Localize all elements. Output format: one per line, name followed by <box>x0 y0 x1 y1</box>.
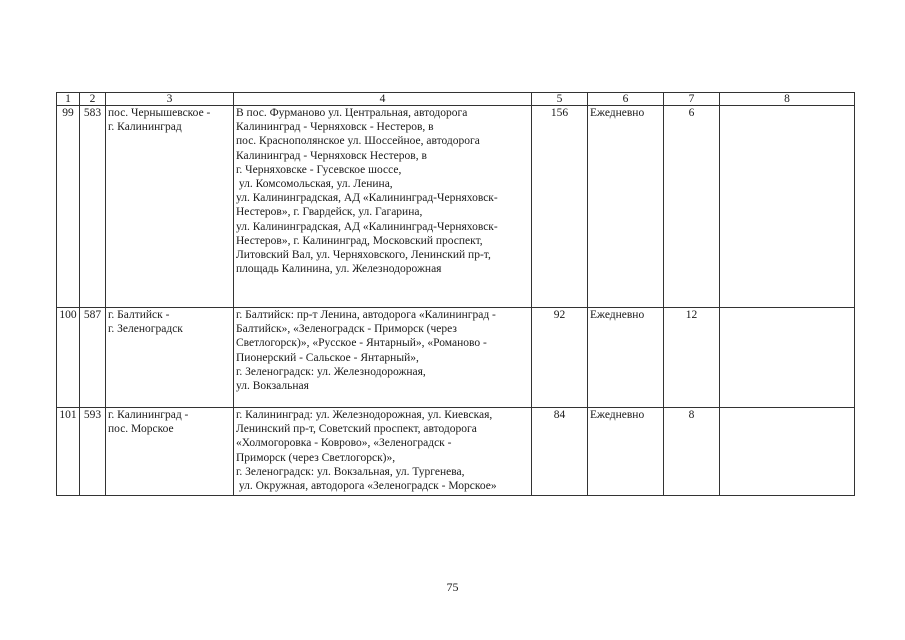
row-number: 99 <box>57 106 80 308</box>
route-frequency: Ежедневно <box>588 408 664 496</box>
table-header-row <box>57 93 855 106</box>
route-path-line: ул. Комсомольская, ул. Ленина, <box>236 178 393 191</box>
route-table <box>56 92 855 496</box>
route-path-line: г. Калининград: ул. Железнодорожная, ул. Киевская, <box>236 409 493 421</box>
table-row <box>57 408 855 496</box>
route-path-line: Калининград - Черняховск - Нестеров, в <box>236 121 434 134</box>
route-trips: 8 <box>664 408 720 496</box>
route-distance: 92 <box>532 308 588 408</box>
route-path-line: Нестеров», г. Калининград, Московский проспект, <box>236 234 483 247</box>
route-name-line: г. Балтийск - <box>108 309 170 321</box>
route-path-line: пос. Краснополянское ул. Шоссейное, автодорога <box>236 135 480 148</box>
route-path-line: г. Балтийск: пр-т Ленина, автодорога «Калининград - <box>236 309 496 321</box>
route-distance: 156 <box>532 106 588 308</box>
route-path <box>234 408 532 496</box>
header-col-4: 4 <box>234 93 532 106</box>
route-path-line: г. Черняховске - Гусевское шоссе, <box>236 163 402 176</box>
header-col-6: 6 <box>588 93 664 106</box>
route-code: 593 <box>80 408 106 496</box>
header-col-8: 8 <box>720 93 855 106</box>
route-extra <box>720 106 855 308</box>
route-frequency: Ежедневно <box>588 308 664 408</box>
route-name-line: г. Калининград - <box>108 409 189 421</box>
route-trips: 6 <box>664 106 720 308</box>
route-name-line: г. Зеленоградск <box>108 323 183 336</box>
route-path-line: Балтийск», «Зеленоградск - Приморск (через <box>236 323 457 336</box>
route-code: 583 <box>80 106 106 308</box>
route-extra <box>720 308 855 408</box>
route-name <box>106 308 234 408</box>
route-path-line: г. Зеленоградск: ул. Железнодорожная, <box>236 365 426 378</box>
header-col-2: 2 <box>80 93 106 106</box>
table-row <box>57 308 855 408</box>
route-frequency: Ежедневно <box>588 106 664 308</box>
route-name <box>106 408 234 496</box>
route-path <box>234 308 532 408</box>
route-path-line: площадь Калинина, ул. Железнодорожная <box>236 263 442 276</box>
route-path-line: ул. Вокзальная <box>236 380 309 393</box>
route-path <box>234 106 532 308</box>
route-trips: 12 <box>664 308 720 408</box>
route-path-line: Приморск (через Светлогорск)», <box>236 451 396 464</box>
route-path-line: «Холмогоровка - Коврово», «Зеленоградск - <box>236 437 452 450</box>
route-name <box>106 106 234 308</box>
route-name-line: пос. Морское <box>108 423 174 436</box>
route-code: 587 <box>80 308 106 408</box>
route-path-line: Ленинский пр-т, Советский проспект, автодорога <box>236 423 477 436</box>
row-number: 101 <box>57 408 80 496</box>
route-name-line: г. Калининград <box>108 121 182 134</box>
route-path-line: Светлогорск)», «Русское - Янтарный», «Романово - <box>236 337 487 350</box>
row-number: 100 <box>57 308 80 408</box>
header-col-1: 1 <box>57 93 80 106</box>
header-col-3: 3 <box>106 93 234 106</box>
table-row <box>57 106 855 308</box>
header-col-7: 7 <box>664 93 720 106</box>
route-extra <box>720 408 855 496</box>
page-number: 75 <box>446 580 459 594</box>
route-distance: 84 <box>532 408 588 496</box>
route-path-line: ул. Калининградская, АД «Калининград-Черняховск- <box>236 220 498 233</box>
route-path-line: Пионерский - Сальское - Янтарный», <box>236 351 419 364</box>
route-path-line: ул. Калининградская, АД «Калининград-Черняховск- <box>236 192 498 205</box>
route-path-line: Литовский Вал, ул. Черняховского, Ленинский пр-т, <box>236 249 491 262</box>
route-path-line: В пос. Фурманово ул. Центральная, автодорога <box>236 107 468 119</box>
route-name-line: пос. Чернышевское - <box>108 107 211 119</box>
header-col-5: 5 <box>532 93 588 106</box>
route-path-line: ул. Окружная, автодорога «Зеленоградск - Морское» <box>236 480 497 493</box>
route-path-line: Калининград - Черняховск Нестеров, в <box>236 149 427 162</box>
route-path-line: Нестеров», г. Гвардейск, ул. Гагарина, <box>236 206 423 219</box>
route-path-line: г. Зеленоградск: ул. Вокзальная, ул. Тургенева, <box>236 465 465 478</box>
